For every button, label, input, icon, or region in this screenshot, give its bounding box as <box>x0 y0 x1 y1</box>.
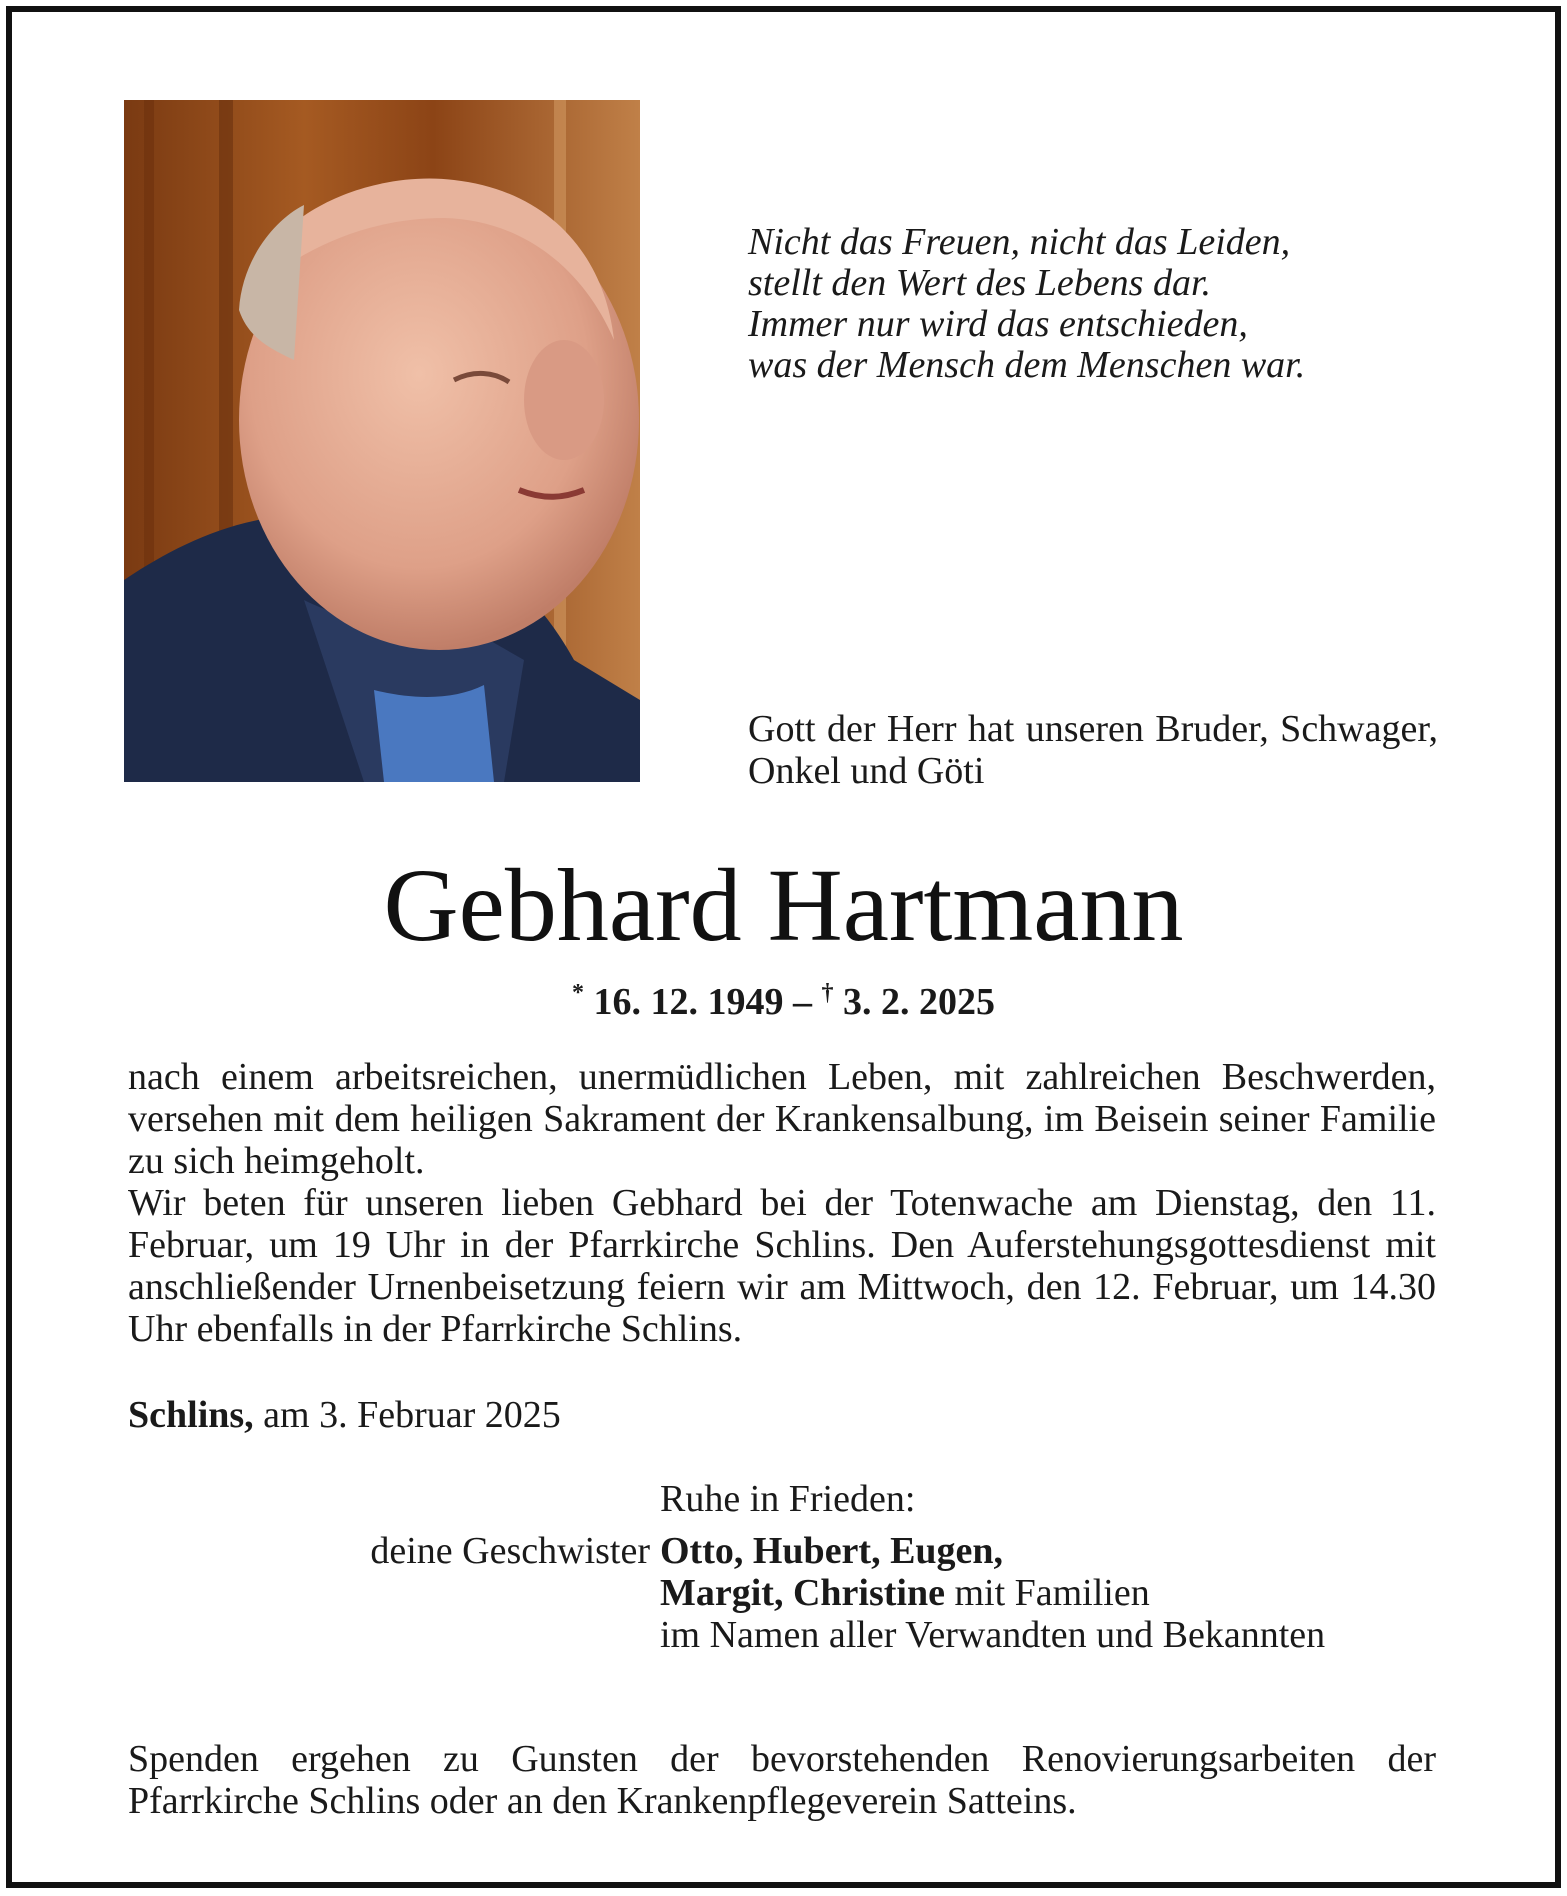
place-date-text: am 3. Februar 2025 <box>263 1394 561 1436</box>
mourner-closing: im Namen aller Verwandten und Bekannten <box>660 1614 1326 1656</box>
rest-in-peace: Ruhe in Frieden: <box>660 1478 916 1520</box>
mourners-label: deine Geschwister <box>370 1530 650 1572</box>
memorial-poem <box>748 222 1438 386</box>
death-date: 3. 2. 2025 <box>843 981 995 1023</box>
announcement-paragraph: Wir beten für unseren lieben Gebhard bei der Totenwache am Dienstag, den 11. Februar, um 19 Uhr in der Pfarrkirche Schlins. Den Auferstehungsgottesdienst mit anschließender Urnenbeisetzung feiern wir am Mittwoch, den 12. Februar, um 14.30 Uhr ebenfalls in der Pfarrkirche Schlins. <box>128 1182 1436 1350</box>
poem-line: was der Mensch dem Menschen war. <box>748 344 1306 386</box>
death-symbol: † <box>821 980 834 1006</box>
mourners-list <box>660 1530 1450 1656</box>
life-dates <box>0 970 1567 1025</box>
birth-date: 16. 12. 1949 <box>593 981 784 1023</box>
deceased-name: Gebhard Hartmann <box>383 848 1184 963</box>
portrait-photo <box>124 100 640 782</box>
mourner-names: Margit, Christine <box>660 1572 945 1614</box>
place-date <box>128 1394 561 1436</box>
place-town: Schlins, <box>128 1394 254 1436</box>
poem-line: Immer nur wird das entschieden, <box>748 303 1248 345</box>
birth-symbol: * <box>572 980 584 1006</box>
mourner-names: Otto, Hubert, Eugen, <box>660 1530 1004 1572</box>
date-separator: – <box>793 981 812 1023</box>
mourner-suffix: mit Familien <box>954 1572 1150 1614</box>
announcement-paragraph: nach einem arbeitsreichen, unermüdlichen Leben, mit zahlreichen Beschwerden, versehen mit dem heiligen Sakrament der Krankensalbung, im Beisein seiner Familie zu sich heimgeholt. <box>128 1056 1436 1182</box>
donation-note: Spenden ergehen zu Gunsten der bevorstehenden Renovierungsarbeiten der Pfarrkirche Schlins oder an den Krankenpflegeverein Satteins. <box>128 1738 1436 1822</box>
poem-line: stellt den Wert des Lebens dar. <box>748 262 1212 304</box>
announcement-body <box>128 1056 1436 1350</box>
poem-line: Nicht das Freuen, nicht das Leiden, <box>748 221 1291 263</box>
intro-text: Gott der Herr hat unseren Bruder, Schwager, Onkel und Göti <box>748 708 1438 792</box>
